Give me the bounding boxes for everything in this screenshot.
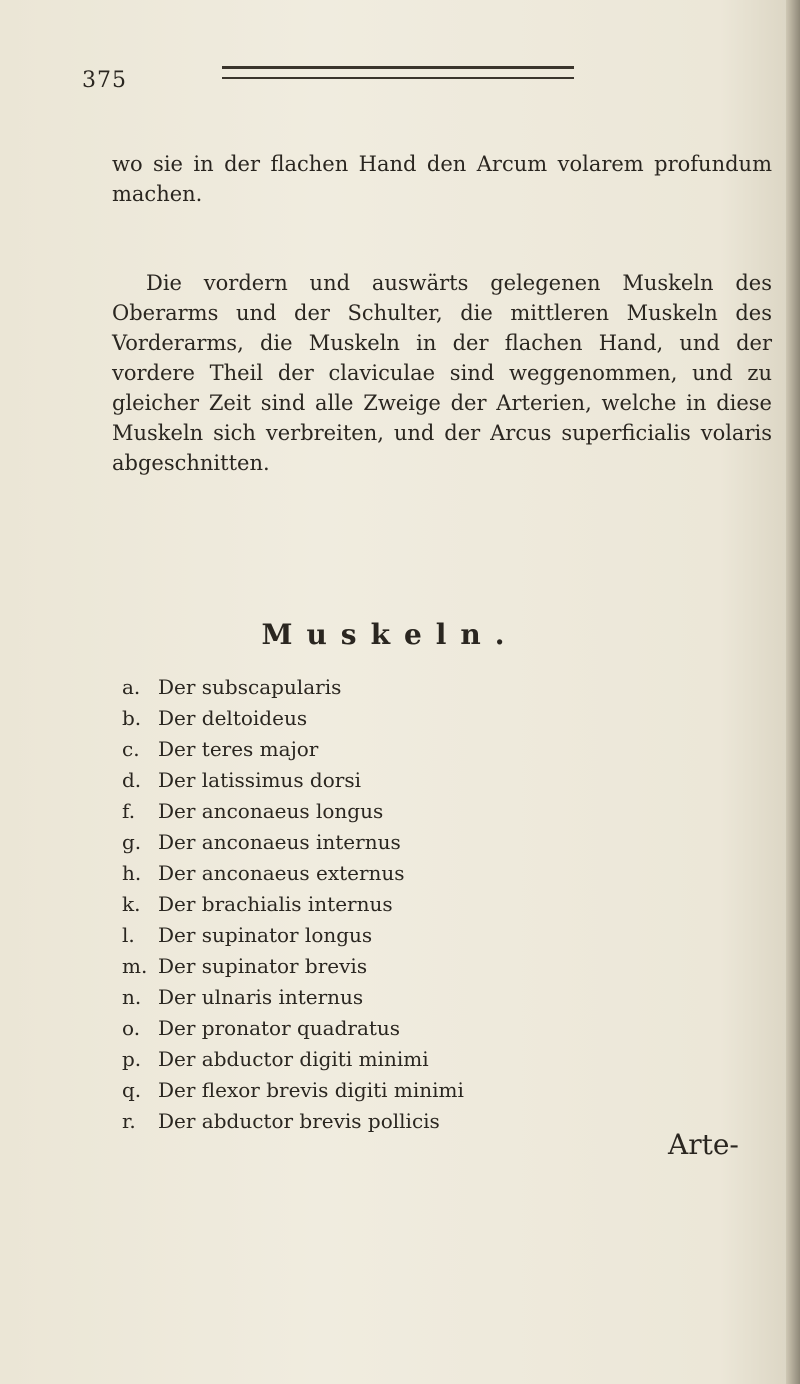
item-name: Der supinator brevis xyxy=(158,954,368,978)
item-letter: k. xyxy=(122,892,141,916)
item-name: Der abductor brevis pollicis xyxy=(158,1109,440,1133)
paragraph-1: wo sie in der flachen Hand den Arcum volarem profundum machen. xyxy=(112,152,772,206)
item-name: Der subscapularis xyxy=(158,675,342,699)
item-name: Der latissimus dorsi xyxy=(158,768,361,792)
header-rule xyxy=(222,66,574,79)
item-name: Der deltoideus xyxy=(158,706,308,730)
item-letter: o. xyxy=(122,1016,141,1040)
list-item xyxy=(122,920,464,951)
list-item xyxy=(122,858,464,889)
list-item xyxy=(122,796,464,827)
book-spine-edge xyxy=(786,0,800,1384)
item-letter: l. xyxy=(122,923,135,947)
item-name: Der brachialis internus xyxy=(158,892,393,916)
list-item xyxy=(122,734,464,765)
item-name: Der anconaeus longus xyxy=(158,799,384,823)
list-item xyxy=(122,1044,464,1075)
list-item xyxy=(122,982,464,1013)
list-item xyxy=(122,765,464,796)
item-letter: d. xyxy=(122,768,142,792)
item-name: Der anconaeus internus xyxy=(158,830,401,854)
item-letter: h. xyxy=(122,861,142,885)
catchword: Arte- xyxy=(668,1128,739,1161)
item-name: Der abductor digiti minimi xyxy=(158,1047,429,1071)
item-name: Der teres major xyxy=(158,737,319,761)
item-name: Der pronator quadratus xyxy=(158,1016,401,1040)
item-letter: g. xyxy=(122,830,142,854)
item-name: Der ulnaris internus xyxy=(158,985,364,1009)
item-letter: q. xyxy=(122,1078,142,1102)
page-number: 375 xyxy=(82,68,127,93)
item-letter: a. xyxy=(122,675,141,699)
list-item xyxy=(122,889,464,920)
item-name: Der flexor brevis digiti minimi xyxy=(158,1078,464,1102)
item-letter: c. xyxy=(122,737,140,761)
item-letter: n. xyxy=(122,985,142,1009)
item-letter: p. xyxy=(122,1047,142,1071)
section-heading: Muskeln. xyxy=(261,618,519,651)
list-item xyxy=(122,827,464,858)
item-name: Der anconaeus externus xyxy=(158,861,405,885)
list-item xyxy=(122,1106,464,1137)
list-item xyxy=(122,672,464,703)
item-letter: r. xyxy=(122,1109,136,1133)
list-item xyxy=(122,1075,464,1106)
item-letter: f. xyxy=(122,799,136,823)
list-item xyxy=(122,1013,464,1044)
paragraph-2: Die vordern und auswärts gelegenen Muskeln des Oberarms und der Schulter, die mittleren Muskeln des Vorderarms, die Muskeln in der flachen Hand, und der vordere Theil der claviculae sind weggenommen, und zu gleicher Zeit sind alle Zweige der Arterien, welche in diese Muskeln sich verbreiten, und der Arcus superficialis volaris abgeschnitten. xyxy=(112,271,772,475)
muscle-list xyxy=(122,672,464,1137)
list-item xyxy=(122,703,464,734)
item-letter: b. xyxy=(122,706,142,730)
item-letter: m. xyxy=(122,954,148,978)
item-name: Der supinator longus xyxy=(158,923,373,947)
list-item xyxy=(122,951,464,982)
